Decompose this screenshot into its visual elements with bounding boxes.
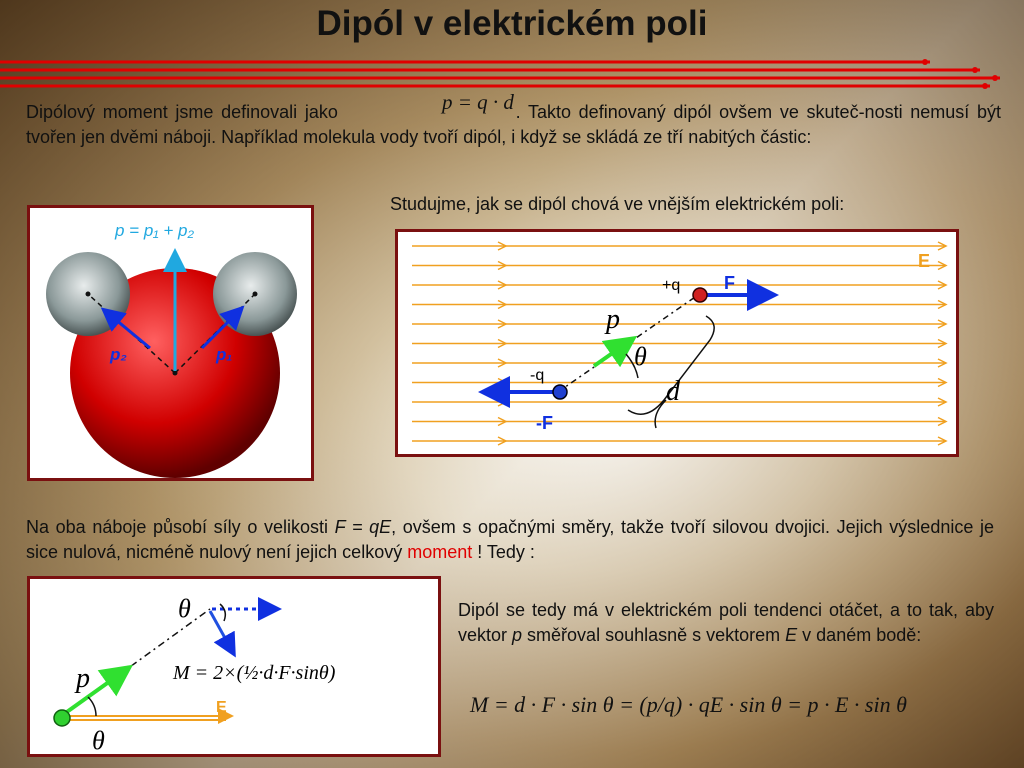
theta-top-label: θ xyxy=(178,594,191,623)
p2-label: p₂ xyxy=(110,345,127,364)
moment-highlight: moment xyxy=(407,542,473,562)
p1-label: p₁ xyxy=(216,345,233,364)
torque-M-formula: M = 2×(½·d·F·sinθ) xyxy=(173,662,336,684)
dipole-moment-formula xyxy=(442,90,514,115)
dipole-in-field-diagram xyxy=(395,229,959,457)
theta-label: θ xyxy=(634,342,647,371)
positive-charge xyxy=(693,288,707,302)
plus-q-label: +q xyxy=(662,277,681,294)
formula-p-vector: p = q · d xyxy=(442,90,514,114)
torque-E-label: E xyxy=(216,699,227,716)
field-lines xyxy=(412,242,946,445)
para3-text-c: ! Tedy : xyxy=(472,542,535,562)
intro-text-end: . Takto definovaný dipól ovšem ve skuteč-nosti nemusí být tvořen jen dvěmi náboji. Například molekula vody tvoří dipól, i když se skládá ze tří nabitých částic: xyxy=(26,102,1001,147)
para3-F-expression: F = qE xyxy=(334,517,392,537)
title-underline-decoration xyxy=(0,58,1024,92)
torque-final-formula-text: M = d · F · sin θ = (p/q) · qE · sin θ = p · E · sin θ xyxy=(470,692,907,717)
water-molecule-diagram xyxy=(27,205,314,481)
p-sum-label: p = p₁ + p₂ xyxy=(115,221,194,240)
force-couple-paragraph xyxy=(26,515,994,565)
d-label: d xyxy=(666,376,680,407)
torque-p-arrow xyxy=(64,674,120,714)
p-vector-label: p xyxy=(606,304,620,335)
minus-q-label: -q xyxy=(530,367,545,384)
para4-E: E xyxy=(785,625,798,645)
para3-text-b: , ovšem s opačnými směry, takže tvoří silovou dvojici. Jejich výslednice je sice nulová, nicméně nulový není jejich celkový xyxy=(26,517,994,562)
para4-p: p xyxy=(512,625,523,645)
E-label: E xyxy=(918,251,931,271)
torque-final-formula xyxy=(470,692,907,718)
para4-text-c: v daném bodě: xyxy=(797,625,922,645)
torque-p-label: p xyxy=(76,663,90,694)
page-title: Dipól v elektrickém poli xyxy=(316,4,708,43)
para4-text-b: směřoval souhlasně s vektorem xyxy=(522,625,786,645)
conclusion-paragraph xyxy=(458,598,994,648)
negative-charge xyxy=(553,385,567,399)
F-label: F xyxy=(724,273,735,293)
para3-text-a: Na oba náboje působí síly o velikosti xyxy=(26,517,335,537)
field-intro-text: Studujme, jak se dipól chová ve vnějším elektrickém poli: xyxy=(390,194,845,214)
d-brace xyxy=(628,316,714,428)
dipole-center xyxy=(54,710,70,726)
minusF-label: -F xyxy=(536,413,553,433)
torque-diagram xyxy=(27,576,441,757)
intro-text-start: Dipólový moment jsme definovali jako xyxy=(26,102,338,122)
para4-text-a: Dipól se tedy má v elektrickém poli tendenci otáčet, a to tak, aby vektor xyxy=(458,600,994,645)
rotation-arrow xyxy=(210,611,230,647)
theta-bottom-label: θ xyxy=(92,726,105,754)
